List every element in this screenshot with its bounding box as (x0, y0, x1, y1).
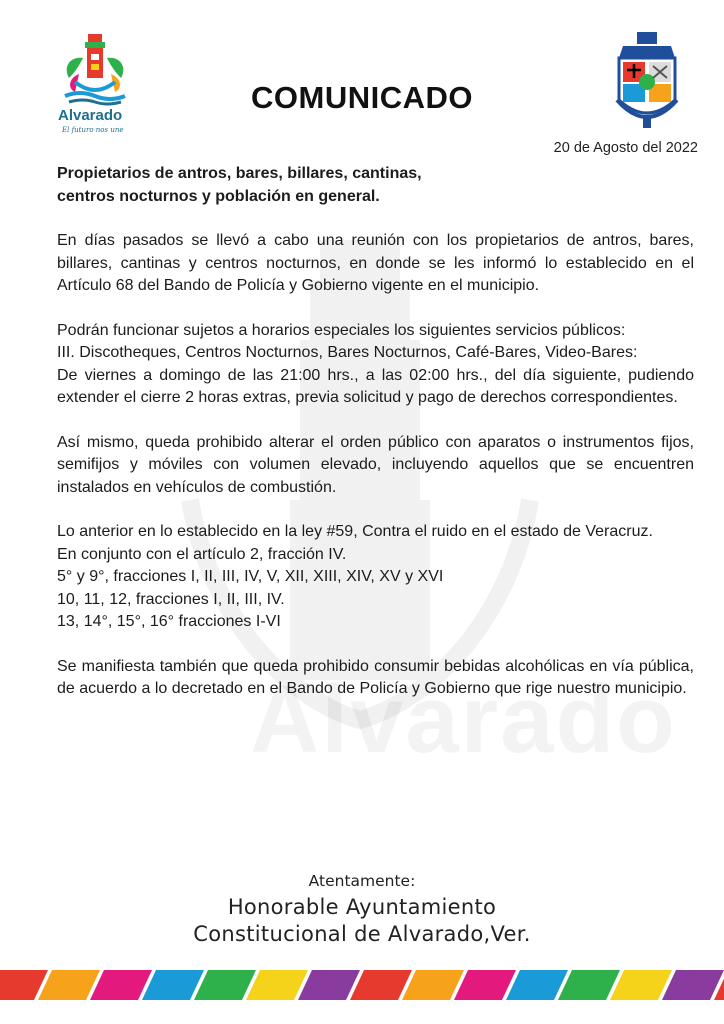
paragraph-meeting: En días pasados se llevó a cabo una reunión con los propietarios de antros, bares, billares, cantinas y centros nocturnos, en donde se les informó lo establecido en el Artículo 68 del Bando de Policía y Gobierno vigente en el municipio. (57, 232, 694, 294)
strip-segment (506, 970, 568, 1000)
schedule-item: III. Discotheques, Centros Nocturnos, Bares Nocturnos, Café-Bares, Video-Bares: (57, 344, 638, 361)
schedule-hours: De viernes a domingo de las 21:00 hrs., a las 02:00 hrs., del día siguiente, pudiendo extender el cierre 2 horas extras, previa solicitud y pago de derechos correspondientes. (57, 366, 694, 406)
schedule-intro: Podrán funcionar sujetos a horarios especiales los siguientes servicios públicos: (57, 321, 626, 339)
strip-segment (610, 970, 672, 1000)
addressee (57, 162, 694, 208)
strip-segment (246, 970, 308, 1000)
strip-segment (90, 970, 152, 1000)
legal-line-4: 10, 11, 12, fracciones I, II, III, IV. (57, 590, 285, 608)
document-body (57, 162, 694, 723)
signatory-line-1: Honorable Ayuntamiento (227, 895, 497, 919)
strip-segment (142, 970, 204, 1000)
strip-segment (558, 970, 620, 1000)
strip-segment (454, 970, 516, 1000)
strip-segment (662, 970, 724, 1000)
paragraph-noise-prohibition: Así mismo, queda prohibido alterar el orden público con aparatos o instrumentos fijos, semifijos y móviles con volumen elevado, incluyendo aquellos que se encuentren instalados en vehículos de combustión. (57, 433, 694, 496)
strip-segment (350, 970, 412, 1000)
page-title: COMUNICADO (251, 80, 473, 115)
addressee-line-1: Propietarios de antros, bares, billares, cantinas, (57, 165, 422, 182)
closing-block (0, 872, 724, 948)
paragraph-schedules (57, 320, 694, 410)
legal-line-5: 13, 14°, 15°, 16° fracciones I-VI (57, 613, 281, 630)
paragraph-alcohol-prohibition: Se manifiesta también que queda prohibido consumir bebidas alcohólicas en vía pública, de acuerdo a lo decretado en el Bando de Policía y Gobierno que rige nuestro municipio. (57, 657, 694, 697)
legal-line-1: Lo anterior en lo establecido en la ley #59, Contra el ruido en el estado de Veracruz. (57, 523, 653, 540)
signatory-org (0, 894, 724, 948)
addressee-line-2: centros nocturnos y población en general. (57, 188, 380, 205)
legal-line-3: 5° y 9°, fracciones I, II, III, IV, V, XII, XIII, XIV, XV y XVI (57, 568, 444, 585)
document-date: 20 de Agosto del 2022 (553, 140, 698, 156)
strip-segment (402, 970, 464, 1000)
legal-line-2: En conjunto con el artículo 2, fracción IV. (57, 545, 347, 563)
strip-segment (194, 970, 256, 1000)
logo-slogan: El futuro nos une (62, 126, 124, 134)
decorative-color-strip (0, 970, 724, 1000)
signatory-line-2: Constitucional de Alvarado,Ver. (193, 922, 531, 946)
paragraph-legal-basis (57, 521, 694, 634)
strip-segment (38, 970, 100, 1000)
closing-greeting: Atentamente: (308, 872, 416, 890)
strip-segment (298, 970, 360, 1000)
logo-name: Alvarado (58, 107, 123, 124)
